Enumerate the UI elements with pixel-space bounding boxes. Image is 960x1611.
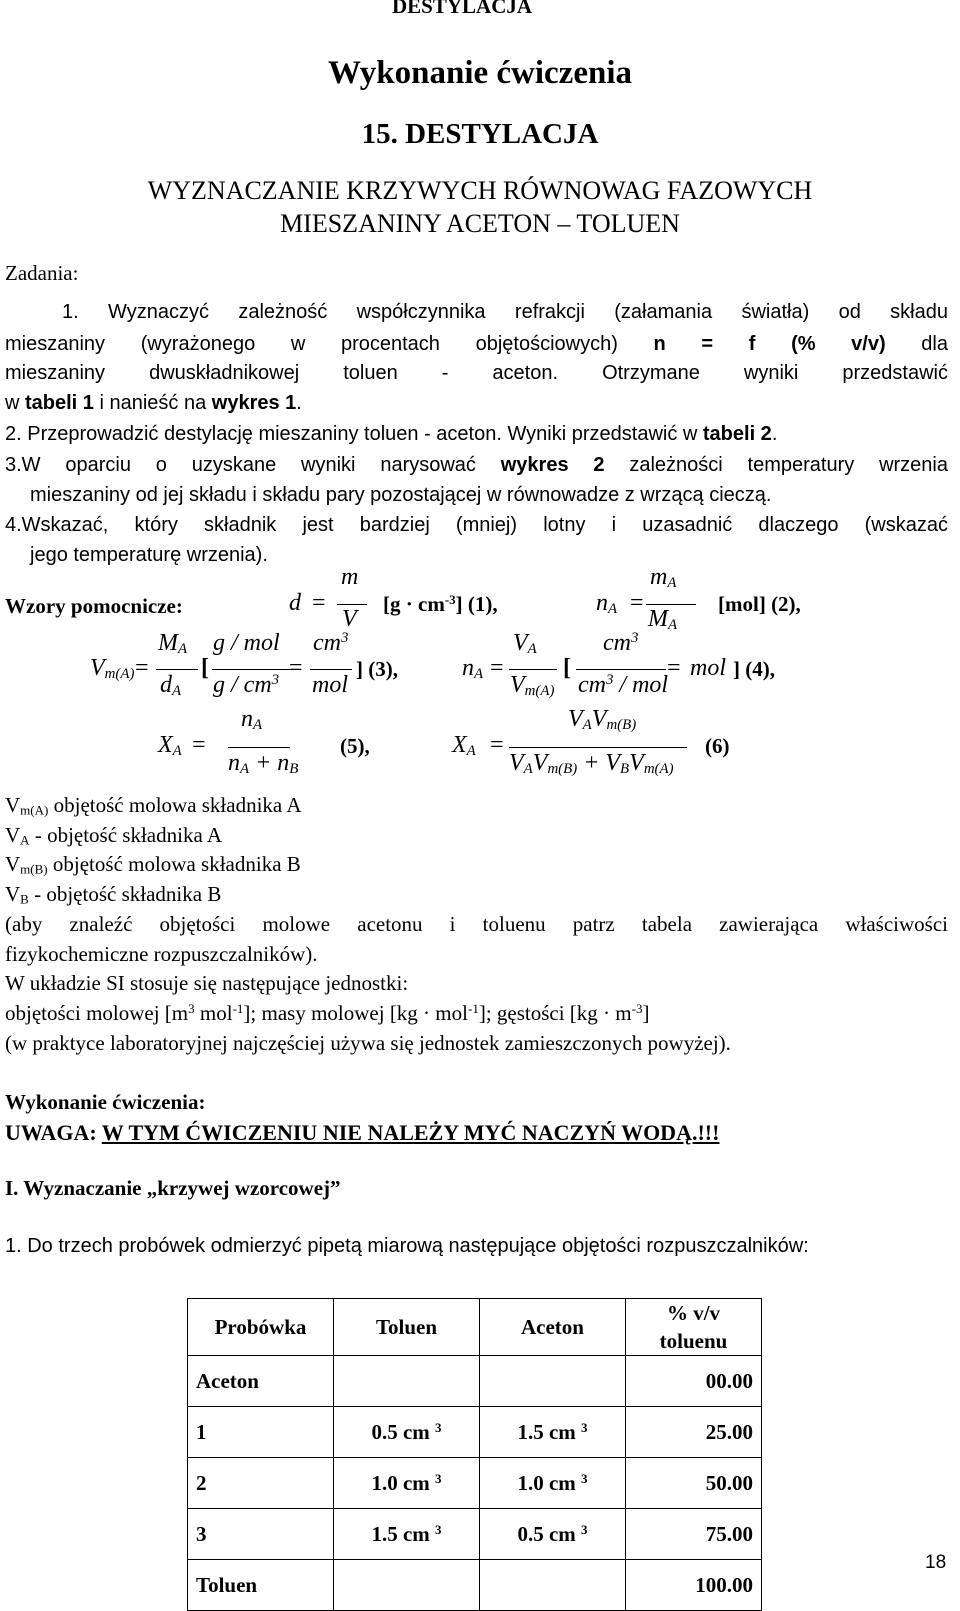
table-header-cell: Toluen bbox=[334, 1299, 480, 1356]
table-cell: Aceton bbox=[188, 1356, 334, 1407]
table-cell: 2 bbox=[188, 1458, 334, 1509]
legend-vb: $V_B$ - objętość składnika B bbox=[5, 882, 222, 907]
table-cell: 0.5 cm $^3$ bbox=[480, 1509, 626, 1560]
legend-va: $V_A$ - objętość składnika A bbox=[5, 823, 223, 848]
task-4-line-1: 4.Wskazać, który składnik jest bardziej (mniej) lotny i uzasadnić dlaczego (wskazać bbox=[5, 514, 948, 536]
procedure-heading: Wykonanie ćwiczenia: bbox=[5, 1090, 206, 1114]
table-header-row bbox=[188, 1299, 762, 1356]
task-3-line-2: mieszaniny od jej składu i składu pary pozostającej w równowadze z wrzącą cieczą. bbox=[30, 484, 772, 506]
table-cell: 25.00 bbox=[626, 1407, 762, 1458]
si-units-line: objętości molowej [$m^3$ mol$^{-1}$]; masy molowej [kg · mol$^{-1}$]; gęstości $[kg \cdot m^{-3}]$ bbox=[5, 1000, 650, 1025]
table-cell: Toluen bbox=[188, 1560, 334, 1611]
table-header-cell: Probówka bbox=[188, 1299, 334, 1356]
task-1-line-2: mieszaniny (wyrażonego w procentach objętościowych) n = f (% v/v) dla bbox=[5, 333, 948, 355]
warning: UWAGA: W TYM ĆWICZENIU NIE NALEŻY MYĆ NACZYŃ WODĄ.!!! bbox=[5, 1120, 720, 1145]
table-cell: 3 bbox=[188, 1509, 334, 1560]
table-cell: 100.00 bbox=[626, 1560, 762, 1611]
tasks-label: Zadania: bbox=[5, 261, 79, 285]
table-cell: 1.5 cm $^3$ bbox=[334, 1509, 480, 1560]
table-cell bbox=[334, 1356, 480, 1407]
table-cell bbox=[480, 1356, 626, 1407]
table-row bbox=[188, 1509, 762, 1560]
table-row bbox=[188, 1458, 762, 1509]
task-4-line-2: jego temperaturę wrzenia). bbox=[30, 544, 268, 566]
formula-1-unit: $[g \cdot cm^{-3}]$ (1), bbox=[383, 591, 498, 616]
table-cell: 1 bbox=[188, 1407, 334, 1458]
task-1-line-3: mieszaniny dwuskładnikowej toluen - aceton. Otrzymane wyniki przedstawić bbox=[5, 362, 948, 384]
table-cell: 1.0 cm $^3$ bbox=[334, 1458, 480, 1509]
table-cell: 0.5 cm $^3$ bbox=[334, 1407, 480, 1458]
table-row bbox=[188, 1560, 762, 1611]
practice-note: (w praktyce laboratoryjnej najczęściej używa się jednostek zamieszczonych powyżej). bbox=[5, 1031, 731, 1055]
table-row bbox=[188, 1356, 762, 1407]
table-row bbox=[188, 1407, 762, 1458]
table-cell: 1.0 cm $^3$ bbox=[480, 1458, 626, 1509]
note-line-2: fizykochemiczne rozpuszczalników). bbox=[5, 942, 318, 966]
table-header-cell: % v/v toluenu bbox=[626, 1299, 762, 1356]
legend-vma: $V_{m(A)}$ objętość molowa składnika A bbox=[5, 793, 302, 818]
task-1-line-1: 1. Wyznaczyć zależność współczynnika refrakcji (załamania światła) od składu bbox=[62, 301, 948, 323]
table-cell bbox=[334, 1560, 480, 1611]
table-cell: 75.00 bbox=[626, 1509, 762, 1560]
table-cell bbox=[480, 1560, 626, 1611]
page-number: 18 bbox=[925, 1552, 947, 1573]
solvent-table bbox=[187, 1298, 762, 1611]
chapter-title: 15. DESTYLACJA bbox=[361, 118, 599, 150]
table-cell: 1.5 cm $^3$ bbox=[480, 1407, 626, 1458]
task-2: 2. Przeprowadzić destylację mieszaniny toluen - aceton. Wyniki przedstawić w tabeli 2. bbox=[5, 423, 778, 445]
table-cell: 00.00 bbox=[626, 1356, 762, 1407]
subtitle-line-1: WYZNACZANIE KRZYWYCH RÓWNOWAG FAZOWYCH bbox=[147, 176, 813, 205]
task-1-line-4: w tabeli 1 i nanieść na wykres 1. bbox=[5, 392, 302, 414]
page-title: Wykonanie ćwiczenia bbox=[327, 55, 632, 91]
table-cell: 50.00 bbox=[626, 1458, 762, 1509]
section-1-heading: I. Wyznaczanie „krzywej wzorcowej” bbox=[5, 1176, 341, 1200]
si-units-intro: W układzie SI stosuje się następujące jednostki: bbox=[5, 971, 409, 995]
subtitle-line-2: MIESZANINY ACETON – TOLUEN bbox=[280, 209, 680, 238]
formulas-label: Wzory pomocnicze: bbox=[5, 594, 183, 618]
legend-vmb: $V_{m(B)}$ objętość molowa składnika B bbox=[5, 852, 301, 877]
step-1: 1. Do trzech probówek odmierzyć pipetą miarową następujące objętości rozpuszczalników: bbox=[5, 1235, 809, 1257]
note-line-1: (aby znaleźć objętości molowe acetonu i toluenu patrz tabela zawierająca właściwości bbox=[5, 912, 948, 936]
task-3-line-1: 3.W oparciu o uzyskane wyniki narysować wykres 2 zależności temperatury wrzenia bbox=[5, 454, 948, 476]
table-header-cell: Aceton bbox=[480, 1299, 626, 1356]
running-header: DESTYLACJA bbox=[392, 0, 533, 18]
